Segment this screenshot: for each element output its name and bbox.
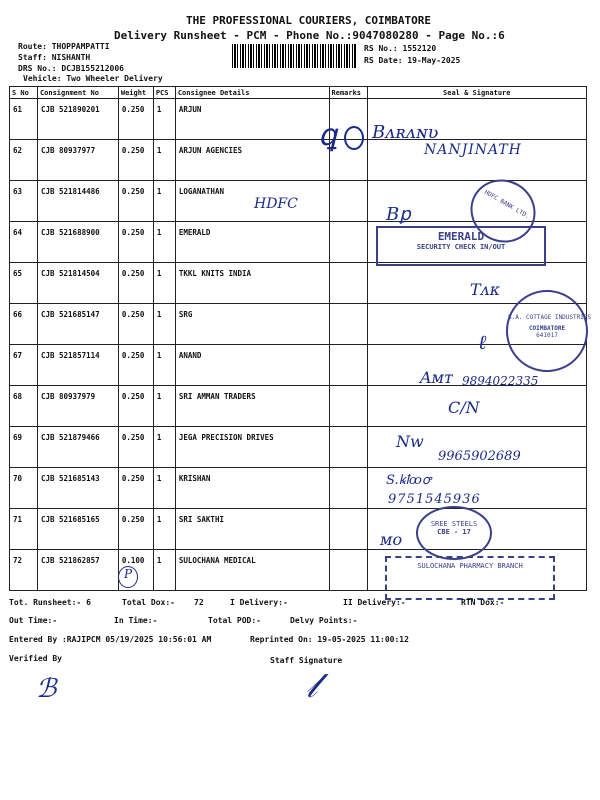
- cell-consignment: CJB 521688900: [37, 222, 118, 263]
- cell-pcs: 1: [153, 140, 175, 181]
- sulochana-stamp-text: SULOCHANA PHARMACY BRANCH: [417, 562, 523, 570]
- handwritten-circle: [344, 126, 364, 150]
- cell-consignee: LOGANATHAN: [175, 181, 329, 222]
- verifier-signature: ℬ: [36, 674, 57, 704]
- staff-signature-mark: 𝓁: [306, 666, 318, 706]
- cell-consignee: JEGA PRECISION DRIVES: [175, 427, 329, 468]
- cell-consignment: CJB 521862857: [37, 550, 118, 591]
- handwritten-signature: Nw: [396, 432, 424, 451]
- cell-consignment: CJB 521814504: [37, 263, 118, 304]
- cell-sno: 72: [10, 550, 38, 591]
- ii-delivery: II Delivery:-: [343, 598, 406, 607]
- page-title: THE PROFESSIONAL COURIERS, COIMBATORE: [186, 14, 432, 27]
- cell-remarks: [329, 304, 367, 345]
- cell-consignee: ARJUN: [175, 99, 329, 140]
- cell-remarks: [329, 263, 367, 304]
- handwritten-phone: 9894022335: [462, 374, 539, 388]
- staff-label: Staff: NISHANTH: [18, 53, 91, 62]
- cell-sno: 65: [10, 263, 38, 304]
- cell-sno: 64: [10, 222, 38, 263]
- in-time: In Time:-: [114, 616, 158, 625]
- cell-consignee: TKKL KNITS INDIA: [175, 263, 329, 304]
- handwritten-phone: 9751545936: [388, 492, 481, 507]
- cell-remarks: [329, 181, 367, 222]
- rtn-dox: RTN Dox:-: [461, 598, 505, 607]
- cell-consignee: SRI AMMAN TRADERS: [175, 386, 329, 427]
- handwritten-signature: ᴍᴏ: [380, 530, 403, 549]
- sulochana-stamp: [385, 556, 555, 600]
- col-remarks: Remarks: [329, 87, 367, 99]
- table-row: [10, 509, 587, 550]
- cell-weight: 0.250: [118, 427, 153, 468]
- vehicle-label: Vehicle: Two Wheeler Delivery: [23, 74, 163, 83]
- staff-signature: Staff Signature: [270, 656, 343, 665]
- cell-pcs: 1: [153, 304, 175, 345]
- handwritten-p-mark: P: [118, 566, 138, 588]
- cell-weight: 0.250: [118, 304, 153, 345]
- cell-pcs: 1: [153, 427, 175, 468]
- cell-pcs: 1: [153, 181, 175, 222]
- cell-weight: 0.250: [118, 509, 153, 550]
- cell-consignee: SULOCHANA MEDICAL: [175, 550, 329, 591]
- table-header-row: [10, 87, 587, 99]
- cell-sno: 61: [10, 99, 38, 140]
- handwritten-signature: Bꝑ: [386, 204, 411, 225]
- table-row: [10, 386, 587, 427]
- cottage-stamp-pin: 641017: [536, 332, 558, 339]
- cell-remarks: [329, 468, 367, 509]
- drs-label: DRS No.: DCJB155212006: [18, 64, 124, 73]
- route-label: Route: THOPPAMPATTI: [18, 42, 110, 51]
- cell-sno: 71: [10, 509, 38, 550]
- handwritten-signature: Aᴍᴛ: [420, 368, 453, 387]
- cell-weight: 0.250: [118, 263, 153, 304]
- cell-consignment: CJB 521890201: [37, 99, 118, 140]
- cell-pcs: 1: [153, 468, 175, 509]
- cell-weight: 0.250: [118, 345, 153, 386]
- total-dox-label: Total Dox:-: [122, 598, 175, 607]
- page-subtitle: Delivery Runsheet - PCM - Phone No.:9047080280 - Page No.:6: [114, 29, 505, 42]
- rs-date: RS Date: 19-May-2025: [364, 56, 461, 65]
- cell-consignee: ARJUN AGENCIES: [175, 140, 329, 181]
- handwritten-signature: Tᴧᴋ: [470, 280, 500, 299]
- verified-by: Verified By: [9, 654, 62, 663]
- cell-consignment: CJB 80937977: [37, 140, 118, 181]
- handwritten-bank: HDFC: [254, 196, 298, 212]
- cell-weight: 0.100: [118, 550, 153, 591]
- cell-consignee: KRISHAN: [175, 468, 329, 509]
- cell-sno: 62: [10, 140, 38, 181]
- emerald-stamp-title: EMERALD: [437, 230, 485, 243]
- table-row: [10, 304, 587, 345]
- col-pcs: PCS: [153, 87, 175, 99]
- reprinted-on: Reprinted On: 19-05-2025 11:00:12: [250, 635, 409, 644]
- cell-consignment: CJB 521879466: [37, 427, 118, 468]
- cell-pcs: 1: [153, 99, 175, 140]
- handwritten-mark: ꝗ: [318, 118, 338, 153]
- handwritten-name: NANJINATH: [424, 142, 522, 158]
- cell-weight: 0.250: [118, 468, 153, 509]
- cell-weight: 0.250: [118, 99, 153, 140]
- cell-consignment: CJB 521814486: [37, 181, 118, 222]
- cell-weight: 0.250: [118, 386, 153, 427]
- cell-sno: 70: [10, 468, 38, 509]
- col-consignment: Consignment No: [37, 87, 118, 99]
- cell-sno: 67: [10, 345, 38, 386]
- col-seal: Seal & Signature: [367, 87, 587, 99]
- cell-pcs: 1: [153, 509, 175, 550]
- cottage-stamp-title: S.A. COTTAGE INDUSTRIES: [508, 314, 592, 321]
- col-weight: Weight: [118, 87, 153, 99]
- cell-remarks: [329, 222, 367, 263]
- cell-remarks: [329, 386, 367, 427]
- table-row: [10, 99, 587, 140]
- cell-consignment: CJB 521857114: [37, 345, 118, 386]
- cell-consignment: CJB 521685165: [37, 509, 118, 550]
- col-sno: S No: [10, 87, 38, 99]
- delvy-points: Delvy Points:-: [290, 616, 358, 625]
- cell-consignment: CJB 80937979: [37, 386, 118, 427]
- rs-number: RS No.: 1552120: [364, 44, 437, 53]
- cell-sno: 66: [10, 304, 38, 345]
- cell-weight: 0.250: [118, 181, 153, 222]
- cell-pcs: 1: [153, 550, 175, 591]
- sree-stamp: [416, 506, 492, 560]
- cell-consignment: CJB 521685147: [37, 304, 118, 345]
- handwritten-signature: Bᴧʀᴧɴʋ: [372, 122, 439, 143]
- table-row: [10, 468, 587, 509]
- sree-stamp-sub: CBE - 17: [437, 528, 471, 536]
- i-delivery: I Delivery:-: [230, 598, 288, 607]
- handwritten-phone: 9965902689: [438, 449, 521, 464]
- cell-remarks: [329, 550, 367, 591]
- emerald-stamp: [376, 226, 546, 266]
- cell-consignment: CJB 521685143: [37, 468, 118, 509]
- cell-pcs: 1: [153, 345, 175, 386]
- total-pod: Total POD:-: [208, 616, 261, 625]
- cell-pcs: 1: [153, 222, 175, 263]
- cell-pcs: 1: [153, 263, 175, 304]
- total-dox-value: 72: [194, 598, 204, 607]
- cell-consignee: EMERALD: [175, 222, 329, 263]
- sree-stamp-title: SREE STEELS: [430, 520, 478, 528]
- cell-weight: 0.250: [118, 222, 153, 263]
- cell-weight: 0.250: [118, 140, 153, 181]
- cell-remarks: [329, 345, 367, 386]
- entered-by: Entered By :RAJIPCM 05/19/2025 10:56:01 AM: [9, 635, 212, 644]
- cell-consignee: ANAND: [175, 345, 329, 386]
- cell-consignee: SRI SAKTHI: [175, 509, 329, 550]
- cottage-stamp-city: COIMBATORE: [528, 325, 566, 332]
- tot-runsheet: Tot. Runsheet:- 6: [9, 598, 91, 607]
- cell-consignee: SRG: [175, 304, 329, 345]
- handwritten-signature: ℓ: [478, 330, 487, 354]
- cell-pcs: 1: [153, 386, 175, 427]
- emerald-stamp-sub: SECURITY CHECK IN/OUT: [416, 243, 506, 251]
- handwritten-note: C/N: [448, 398, 480, 417]
- out-time: Out Time:-: [9, 616, 58, 625]
- cell-sno: 68: [10, 386, 38, 427]
- table-row: [10, 263, 587, 304]
- runsheet-table: [9, 86, 592, 591]
- cell-remarks: [329, 509, 367, 550]
- barcode: [232, 44, 356, 68]
- cell-remarks: [329, 427, 367, 468]
- bank-stamp-text: HDFC BANK LTD.: [483, 188, 531, 221]
- cell-sno: 69: [10, 427, 38, 468]
- cell-sno: 63: [10, 181, 38, 222]
- handwritten-signature: S.ꝃꝉꝏꝍ: [386, 473, 431, 488]
- col-consignee: Consignee Details: [175, 87, 329, 99]
- cottage-stamp: [506, 290, 592, 372]
